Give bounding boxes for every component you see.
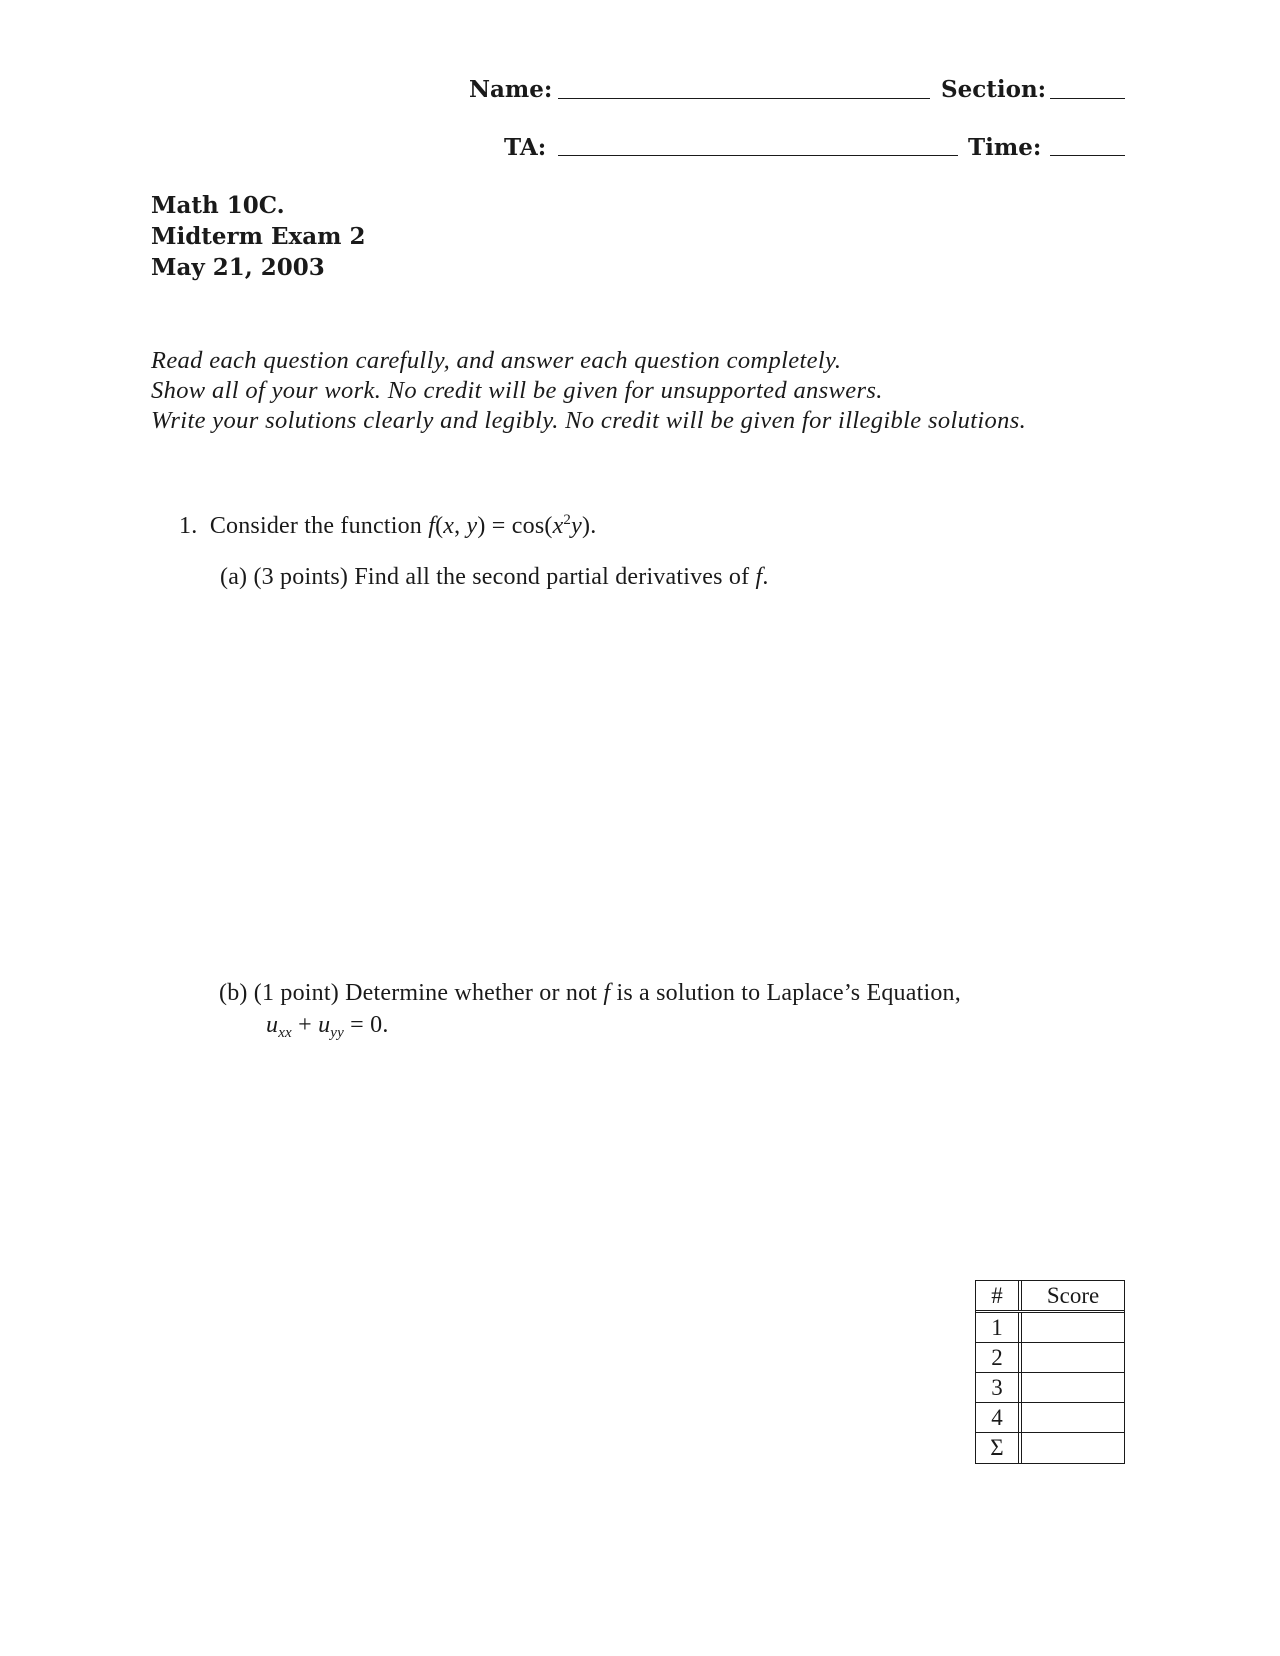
score-row-number: 2 [976, 1343, 1022, 1372]
section-label: Section: [941, 76, 1047, 103]
score-col-score-header: Score [1046, 1283, 1100, 1308]
laplace-equation-text: $u_{xx} + u_{yy} = 0$. [266, 1012, 389, 1041]
part-a-answer-space[interactable] [220, 600, 1120, 960]
time-label: Time: [968, 134, 1042, 161]
instructions [151, 346, 1026, 436]
part-a-points: (3 points) [253, 564, 349, 590]
part-b-answer-space[interactable] [220, 1050, 920, 1270]
part-b-text2: is a solution to Laplace’s Equation, [616, 980, 961, 1006]
instruction-line: Read each question carefully, and answer each question completely. [151, 347, 842, 374]
question-number: 1. [179, 513, 198, 539]
instruction-line: Show all of your work. No credit will be given for unsupported answers. [151, 377, 883, 404]
score-row [976, 1373, 1124, 1403]
ta-blank[interactable] [558, 155, 958, 156]
exam-date: May 21, 2003 [151, 254, 325, 281]
score-total-cell[interactable] [1022, 1433, 1124, 1463]
score-row [976, 1343, 1124, 1373]
part-a-var: f [755, 564, 763, 590]
part-a [220, 562, 769, 592]
section-blank[interactable] [1050, 98, 1125, 99]
part-a-label: (a) [220, 564, 248, 590]
time-blank[interactable] [1050, 155, 1125, 156]
score-col-num-header: # [976, 1281, 1022, 1310]
ta-label: TA: [504, 134, 547, 161]
name-label: Name: [469, 76, 553, 103]
score-cell[interactable] [1022, 1403, 1124, 1432]
score-row [976, 1313, 1124, 1343]
part-b [219, 978, 961, 1008]
question-1 [179, 511, 596, 541]
score-table-header [976, 1281, 1124, 1313]
score-cell[interactable] [1022, 1343, 1124, 1372]
part-b-points: (1 point) [253, 980, 339, 1006]
score-total-row [976, 1433, 1124, 1463]
exam-title: Midterm Exam 2 [151, 223, 366, 250]
course-title: Math 10C. [151, 192, 285, 219]
part-b-var: f [603, 980, 611, 1006]
laplace-equation [266, 1010, 389, 1040]
score-row-number: 1 [976, 1313, 1022, 1342]
part-b-label: (b) [219, 980, 248, 1006]
question-intro: Consider the function [209, 513, 422, 539]
score-row [976, 1403, 1124, 1433]
part-a-end: . [762, 564, 769, 590]
part-b-text1: Determine whether or not [345, 980, 598, 1006]
score-row-number: 4 [976, 1403, 1022, 1432]
score-row-number: 3 [976, 1373, 1022, 1402]
name-blank[interactable] [558, 98, 930, 99]
score-total-symbol: Σ [976, 1433, 1022, 1463]
course-block [151, 190, 366, 283]
score-table [975, 1280, 1125, 1464]
score-cell[interactable] [1022, 1373, 1124, 1402]
score-cell[interactable] [1022, 1313, 1124, 1342]
instruction-line: Write your solutions clearly and legibly. No credit will be given for illegible solutions. [151, 407, 1027, 434]
function-formula: f(x, $y) = \cos(x^2y)$. [428, 512, 597, 539]
part-a-text: Find all the second partial derivatives of [354, 564, 750, 590]
